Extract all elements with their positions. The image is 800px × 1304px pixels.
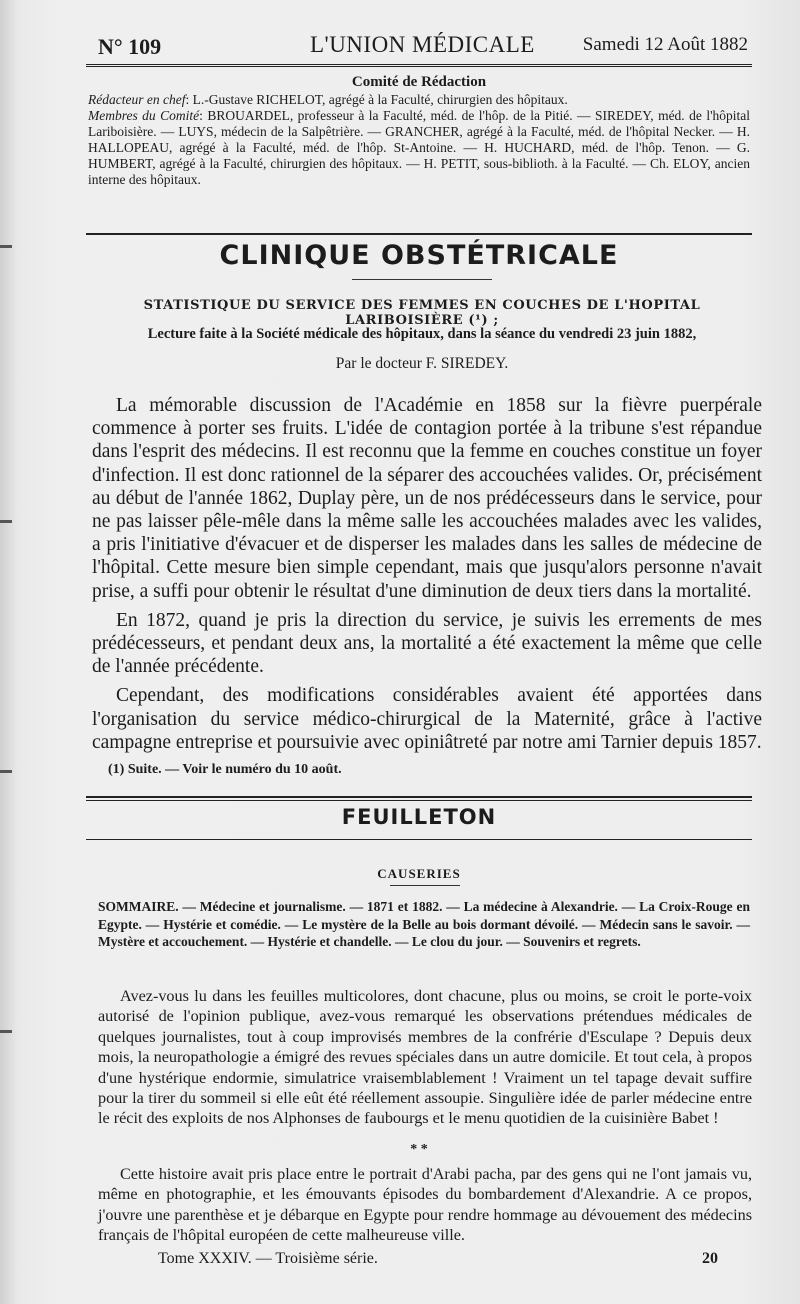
causeries-rule	[390, 885, 460, 886]
editorial-committee	[88, 74, 750, 188]
volume-info	[158, 1250, 378, 1268]
members-label: Membres du Comité	[88, 108, 200, 123]
chief-editor-label: Rédacteur en chef	[88, 92, 186, 107]
chief-editor-text: : L.-Gustave RICHELOT, agrégé à la Faculté, chirurgien des hôpitaux.	[185, 92, 568, 107]
article-body	[92, 394, 762, 754]
feuilleton-subtitle: CAUSERIES	[377, 866, 461, 881]
article-paragraph: En 1872, quand je pris la direction du service, je suivis les errements de mes prédécesseurs, et pendant deux ans, la mortalité a été exactement la même que celle de l'année précédente.	[92, 609, 762, 678]
feuilleton-paragraph-2	[98, 1164, 752, 1246]
article-author: Par le docteur F. SIREDEY.	[335, 355, 509, 372]
journal-title: L'UNION MÉDICALE	[310, 32, 535, 57]
binding-mark	[0, 770, 12, 773]
article-lecture-note: Lecture faite à la Société médicale des hôpitaux, dans la séance du vendredi 23 juin 1882,	[147, 326, 697, 342]
page-number: 20	[702, 1250, 718, 1267]
article-paragraph: Cependant, des modifications considérables avaient été apportées dans l'organisation du service médico-chirurgical de la Maternité, grâce à l'active campagne entreprise et poursuivie avec opiniâtreté par notre ami Tarnier depuis 1857.	[92, 685, 762, 753]
binding-mark	[0, 245, 12, 248]
issue-number: N° 109	[98, 34, 162, 59]
feuilleton-title: FEUILLETON	[341, 805, 497, 829]
article-paragraph: La mémorable discussion de l'Académie en 1858 sur la fièvre puerpérale commence à porter ses fruits. L'idée de contagion portée à la tribune s'est répandue dans l'esprit des médecins. Il est reconnu que la femme en couches constitue un foyer d'infection. Il est donc rationnel de la séparer des accouchées valides. Or, précisément au début de l'année 1862, Duplay père, un de nos prédécesseurs dans le service, pour ne pas laisser pêle-mêle dans la même salle les accouchées malades avec les valides, a pris l'initiative d'évacuer et de disperser les malades dans les salles de médecine de l'hôpital. Cette mesure bien simple cependant, mais que jusqu'alors personne n'avait prise, a suffi pour obtenir le résultat d'une diminution de deux tiers dans la mortalité.	[92, 395, 762, 602]
page-header	[98, 32, 748, 62]
committee-members-line	[88, 108, 750, 188]
committee-rule	[86, 233, 752, 235]
binding-mark	[0, 1030, 12, 1033]
article-footnote: (1) Suite. — Voir le numéro du 10 août.	[108, 762, 342, 777]
section-title-rule	[352, 279, 492, 280]
volume-text: Tome XXXIV. — Troisième série.	[158, 1250, 378, 1267]
feuilleton-rule-top	[86, 796, 752, 798]
members-text: : BROUARDEL, professeur à la Faculté, méd. de l'hôp. de la Pitié. — SIREDEY, méd. de l'hôpital Lariboisière. — LUYS, médecin de la Salpêtrière. — GRANCHER, agrégé à la Faculté, méd. de l'hôpital Necker. — H. HALLOPEAU, agrégé à la Faculté, méd. de l'hôp. St-Antoine. — H. HUCHARD, méd. de l'hôp. Tenon. — G. HUMBERT, agrégé à la Faculté, chirurgien des hôpitaux. — H. PETIT, sous-biblioth. à la Faculté. — Ch. ELOY, ancien interne des hôpitaux.	[88, 108, 751, 187]
feuilleton-paragraph: Avez-vous lu dans les feuilles multicolores, dont chacune, plus ou moins, se croit le porte-voix autorisé de l'opinion publique, avez-vous remarqué les observations prétendues médicales de quelques journalistes, tout à coup improvisés membres de la confrérie d'Esculape ? Depuis deux mois, la neuropathologie a émigré des revues spéciales dans un autre domicile. Et tout cela, à propos d'une hystérique endormie, simulatrice vraisemblablement ! Vraiment un tel tapage devait suffire pour la tirer du sommeil si elle eût été réellement assoupie. Singulière idée de parler médecine entre le récit des exploits de nos Alphonses de faubourgs et le menu quotidien de la cuisinière Babet !	[98, 987, 752, 1128]
committee-title: Comité de Rédaction	[351, 74, 487, 90]
feuilleton-rule-bottom	[86, 839, 752, 840]
page-footer	[98, 1250, 718, 1272]
feuilleton-summary: SOMMAIRE. — Médecine et journalisme. — 1871 et 1882. — La médecine à Alexandrie. — La Croix-Rouge en Egypte. — Hystérie et comédie. — Le mystère de la Belle au bois dormant dévoilé. — Médecin sans le savoir. — Mystère et accouchement. — Hystérie et chandelle. — Le clou du jour. — Souvenirs et regrets.	[98, 899, 750, 949]
section-title: CLINIQUE OBSTÉTRICALE	[219, 240, 619, 271]
binding-mark	[0, 520, 12, 523]
section-break-stars: * *	[410, 1142, 428, 1157]
header-rule	[86, 64, 752, 67]
feuilleton-paragraph-1	[98, 986, 752, 1129]
article-subtitle: STATISTIQUE DU SERVICE DES FEMMES EN COUCHES DE L'HOPITAL LARIBOISIÈRE (¹) ;	[143, 298, 701, 328]
feuilleton-paragraph: Cette histoire avait pris place entre le portrait d'Arabi pacha, par des gens qui ne l'ont jamais vu, même en photographie, et les émouvants épisodes du bombardement d'Alexandrie. A ce propos, j'ouvre une parenthèse et je débarque en Egypte pour rendre hommage au dévouement des médecins français de l'hôpital européen de cette malheureuse ville.	[98, 1165, 752, 1245]
feuilleton-rule-top-thin	[86, 800, 752, 801]
chief-editor-line	[88, 92, 750, 108]
issue-date: Samedi 12 Août 1882	[582, 34, 748, 55]
